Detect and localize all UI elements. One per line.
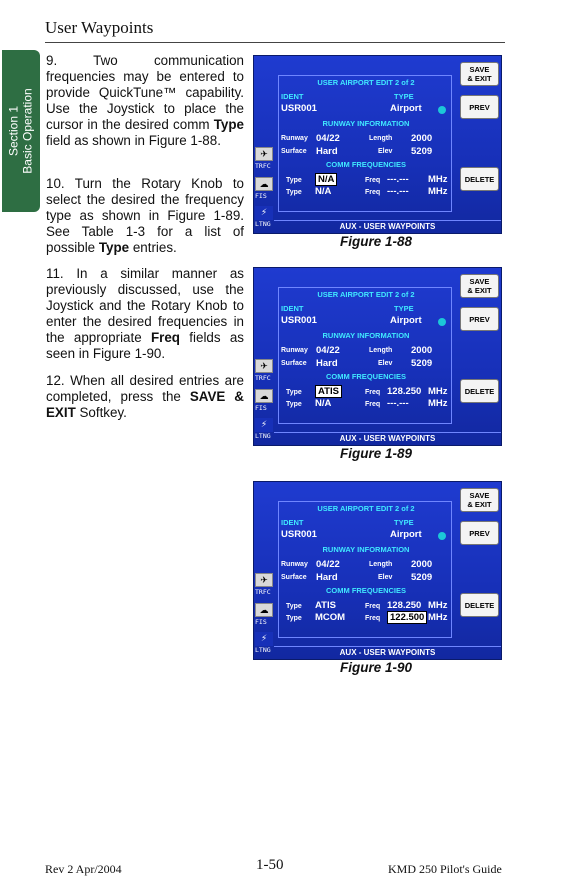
type-value[interactable]: Airport [390, 103, 422, 114]
footer-guide-title: KMD 250 Pilot's Guide [388, 862, 502, 876]
comm1-type-label: Type [286, 389, 302, 396]
screen-footer: AUX - USER WAYPOINTS [274, 432, 501, 445]
side-icon-column [254, 482, 274, 659]
runway-value[interactable]: 04/22 [316, 559, 340, 570]
delete-softkey[interactable]: DELETE [460, 167, 499, 191]
step-9-paragraph: 9. Two communication frequencies may be entered to provide QuickTune™ capability. Use the Joystick to place the cursor in the desired comm Type field as shown in Figure 1-88. [46, 53, 244, 148]
lightning-icon[interactable]: ⚡ [255, 206, 273, 220]
comm2-freq-value[interactable]: 122.500 [387, 611, 427, 624]
elev-value[interactable]: 5209 [411, 572, 433, 583]
check-icon [438, 532, 446, 540]
elev-label: Elev [378, 148, 393, 155]
traffic-icon[interactable]: ✈ [255, 359, 273, 373]
comm1-type-label: Type [286, 177, 302, 184]
length-value[interactable]: 2000 [411, 133, 433, 144]
side-label-ltng: LTNG [255, 646, 271, 654]
comm2-type-value[interactable]: MCOM [315, 612, 346, 623]
comm1-mhz-unit: MHz [428, 386, 448, 397]
figure-screen-3 [253, 481, 502, 660]
type-label: TYPE [394, 304, 414, 313]
ident-value[interactable]: USR001 [281, 103, 317, 114]
side-label-ltng: LTNG [255, 220, 271, 228]
comm2-type-label: Type [286, 401, 302, 408]
step-11-paragraph: 11. In a similar manner as previously discussed, use the Joystick and the Rotary Knob to enter the desired frequencies in the appropriate Freq fields as seen in Figure 1-90. [46, 266, 244, 361]
runway-label: Runway [281, 561, 308, 568]
ident-value[interactable]: USR001 [281, 315, 317, 326]
length-label: Length [369, 135, 393, 142]
ident-label: IDENT [281, 92, 304, 101]
comm2-freq-label: Freq [365, 615, 381, 622]
ident-value[interactable]: USR001 [281, 529, 317, 540]
section-tab [2, 50, 40, 212]
type-value[interactable]: Airport [390, 315, 422, 326]
screen-footer: AUX - USER WAYPOINTS [274, 220, 501, 233]
footer-page-number: 1-50 [256, 857, 284, 873]
side-label-ltng: LTNG [255, 432, 271, 440]
fis-icon[interactable]: ☁ [255, 177, 273, 191]
comm1-freq-value[interactable]: ---.--- [387, 174, 409, 185]
lightning-icon[interactable]: ⚡ [255, 632, 273, 646]
footer-revision: Rev 2 Apr/2004 [45, 862, 122, 876]
figure-screen-2 [253, 267, 502, 446]
side-label-fis: FIS [255, 404, 267, 412]
comm2-freq-label: Freq [365, 401, 381, 408]
length-label: Length [369, 347, 393, 354]
comm1-freq-label: Freq [365, 389, 381, 396]
length-label: Length [369, 561, 393, 568]
header-rule [45, 42, 505, 43]
elev-value[interactable]: 5209 [411, 146, 433, 157]
comm1-mhz-unit: MHz [428, 174, 448, 185]
comm1-mhz-unit: MHz [428, 600, 448, 611]
elev-value[interactable]: 5209 [411, 358, 433, 369]
ident-label: IDENT [281, 304, 304, 313]
delete-softkey[interactable]: DELETE [460, 593, 499, 617]
side-icon-column [254, 268, 274, 445]
comm1-type-label: Type [286, 603, 302, 610]
side-label-fis: FIS [255, 192, 267, 200]
comm1-freq-label: Freq [365, 603, 381, 610]
runway-label: Runway [281, 135, 308, 142]
comm-freq-header: COMM FREQUENCIES [325, 160, 406, 169]
type-value[interactable]: Airport [390, 529, 422, 540]
type-label: TYPE [394, 92, 414, 101]
comm2-freq-value[interactable]: ---.--- [387, 398, 409, 409]
surface-value[interactable]: Hard [316, 572, 338, 583]
comm1-freq-label: Freq [365, 177, 381, 184]
figure-caption-2: Figure 1-89 [340, 446, 413, 461]
runway-value[interactable]: 04/22 [316, 133, 340, 144]
prev-softkey[interactable]: PREV [460, 307, 499, 331]
comm1-freq-value[interactable]: 128.250 [387, 600, 422, 611]
traffic-icon[interactable]: ✈ [255, 573, 273, 587]
length-value[interactable]: 2000 [411, 345, 433, 356]
save-exit-softkey[interactable]: SAVE & EXIT [460, 274, 499, 298]
runway-value[interactable]: 04/22 [316, 345, 340, 356]
prev-softkey[interactable]: PREV [460, 521, 499, 545]
surface-value[interactable]: Hard [316, 358, 338, 369]
step-12-paragraph: 12. When all desired entries are completed, press the SAVE & EXIT Softkey. [46, 373, 244, 420]
runway-info-header: RUNWAY INFORMATION [322, 119, 410, 128]
comm2-mhz-unit: MHz [428, 186, 448, 197]
traffic-icon[interactable]: ✈ [255, 147, 273, 161]
edit-page-title: USER AIRPORT EDIT 2 of 2 [317, 504, 415, 513]
side-label-trfc: TRFC [255, 374, 271, 382]
ident-label: IDENT [281, 518, 304, 527]
runway-info-header: RUNWAY INFORMATION [322, 545, 410, 554]
lightning-icon[interactable]: ⚡ [255, 418, 273, 432]
comm1-freq-value[interactable]: 128.250 [387, 386, 422, 397]
prev-softkey[interactable]: PREV [460, 95, 499, 119]
length-value[interactable]: 2000 [411, 559, 433, 570]
figure-screen-1 [253, 55, 502, 234]
comm2-mhz-unit: MHz [428, 612, 448, 623]
surface-label: Surface [281, 360, 307, 367]
screen-footer: AUX - USER WAYPOINTS [274, 646, 501, 659]
comm2-type-value[interactable]: N/A [315, 398, 332, 409]
elev-label: Elev [378, 360, 393, 367]
type-label: TYPE [394, 518, 414, 527]
comm2-freq-value[interactable]: ---.--- [387, 186, 409, 197]
fis-icon[interactable]: ☁ [255, 389, 273, 403]
comm2-type-label: Type [286, 615, 302, 622]
save-exit-softkey[interactable]: SAVE & EXIT [460, 488, 499, 512]
page-header-title: User Waypoints [45, 18, 154, 37]
comm2-type-label: Type [286, 189, 302, 196]
figure-caption-1: Figure 1-88 [340, 234, 413, 249]
surface-label: Surface [281, 574, 307, 581]
comm1-type-value[interactable]: ATIS [315, 385, 342, 398]
comm-freq-header: COMM FREQUENCIES [325, 372, 406, 381]
save-exit-softkey[interactable]: SAVE & EXIT [460, 62, 499, 86]
surface-value[interactable]: Hard [316, 146, 338, 157]
side-label-trfc: TRFC [255, 588, 271, 596]
check-icon [438, 318, 446, 326]
side-icon-column [254, 56, 274, 233]
comm2-type-value[interactable]: N/A [315, 186, 332, 197]
side-label-fis: FIS [255, 618, 267, 626]
surface-label: Surface [281, 148, 307, 155]
step-10-paragraph: 10. Turn the Rotary Knob to select the desired the frequency type as shown in Figure 1-89. See Table 1-3 for a list of possible Type entries. [46, 176, 244, 255]
comm2-mhz-unit: MHz [428, 398, 448, 409]
section-tab-line2: Basic Operation [21, 88, 36, 174]
comm2-freq-label: Freq [365, 189, 381, 196]
edit-page-title: USER AIRPORT EDIT 2 of 2 [317, 290, 415, 299]
side-label-trfc: TRFC [255, 162, 271, 170]
edit-page-title: USER AIRPORT EDIT 2 of 2 [317, 78, 415, 87]
runway-info-header: RUNWAY INFORMATION [322, 331, 410, 340]
delete-softkey[interactable]: DELETE [460, 379, 499, 403]
comm1-type-value[interactable]: ATIS [315, 600, 336, 611]
comm-freq-header: COMM FREQUENCIES [325, 586, 406, 595]
figure-caption-3: Figure 1-90 [340, 660, 413, 675]
runway-label: Runway [281, 347, 308, 354]
check-icon [438, 106, 446, 114]
section-tab-line1: Section 1 [7, 105, 22, 157]
fis-icon[interactable]: ☁ [255, 603, 273, 617]
elev-label: Elev [378, 574, 393, 581]
comm1-type-value[interactable]: N/A [315, 173, 337, 186]
